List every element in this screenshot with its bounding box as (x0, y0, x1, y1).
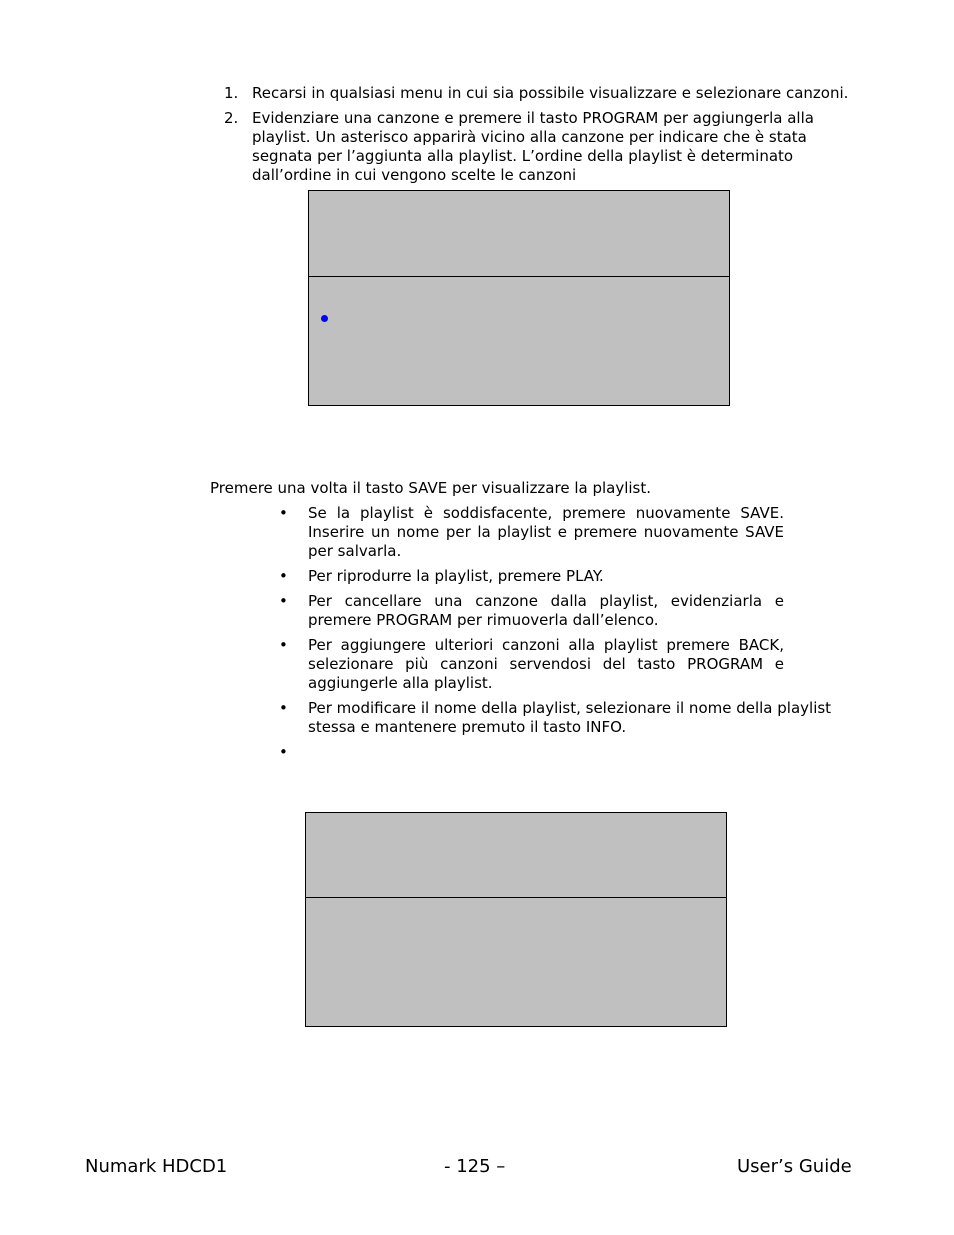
selection-marker-icon (321, 315, 328, 322)
bullet-icon: • (279, 592, 288, 610)
step-number: 2. (224, 109, 239, 127)
bullet-icon: • (279, 699, 288, 717)
screen-divider (306, 897, 726, 898)
bullet-icon: • (279, 567, 288, 585)
footer-page-number: - 125 – (444, 1156, 506, 1177)
intro-paragraph: Premere una volta il tasto SAVE per visualizzare la playlist. (210, 479, 652, 497)
device-screen-illustration (305, 812, 727, 1027)
screen-divider (309, 276, 729, 277)
device-screen-illustration (308, 190, 730, 406)
step-text-line: dall’ordine in cui vengono scelte le canzoni (252, 166, 577, 184)
bullet-text: Per aggiungere ulteriori canzoni alla playlist premere BACK, selezionare più canzoni servendosi del tasto PROGRAM e aggiungerle alla playlist. (308, 636, 784, 692)
bullet-text: Se la playlist è soddisfacente, premere nuovamente SAVE. Inserire un nome per la playlist e premere nuovamente SAVE per salvarla. (308, 504, 784, 560)
bullet-text: Per cancellare una canzone dalla playlist, evidenziarla e premere PROGRAM per rimuoverla dall’elenco. (308, 592, 784, 629)
bullet-text: Per modificare il nome della playlist, selezionare il nome della playlist stessa e mantenere premuto il tasto INFO. (308, 699, 832, 736)
step-number: 1. (224, 84, 239, 102)
footer-guide-title: User’s Guide (737, 1156, 852, 1177)
step-text-line: playlist. Un asterisco apparirà vicino alla canzone per indicare che è stata (252, 128, 807, 146)
footer-product-name: Numark HDCD1 (85, 1156, 228, 1177)
bullet-text: Per riprodurre la playlist, premere PLAY. (308, 567, 604, 585)
bullet-icon: • (279, 504, 288, 522)
bullet-icon: • (279, 636, 288, 654)
bullet-icon: • (279, 743, 288, 761)
step-text: Recarsi in qualsiasi menu in cui sia possibile visualizzare e selezionare canzoni. (252, 84, 849, 102)
step-text (252, 109, 814, 185)
step-text-line: segnata per l’aggiunta alla playlist. L’ordine della playlist è determinato (252, 147, 794, 165)
step-text-line: Evidenziare una canzone e premere il tasto PROGRAM per aggiungerla alla (252, 109, 814, 127)
